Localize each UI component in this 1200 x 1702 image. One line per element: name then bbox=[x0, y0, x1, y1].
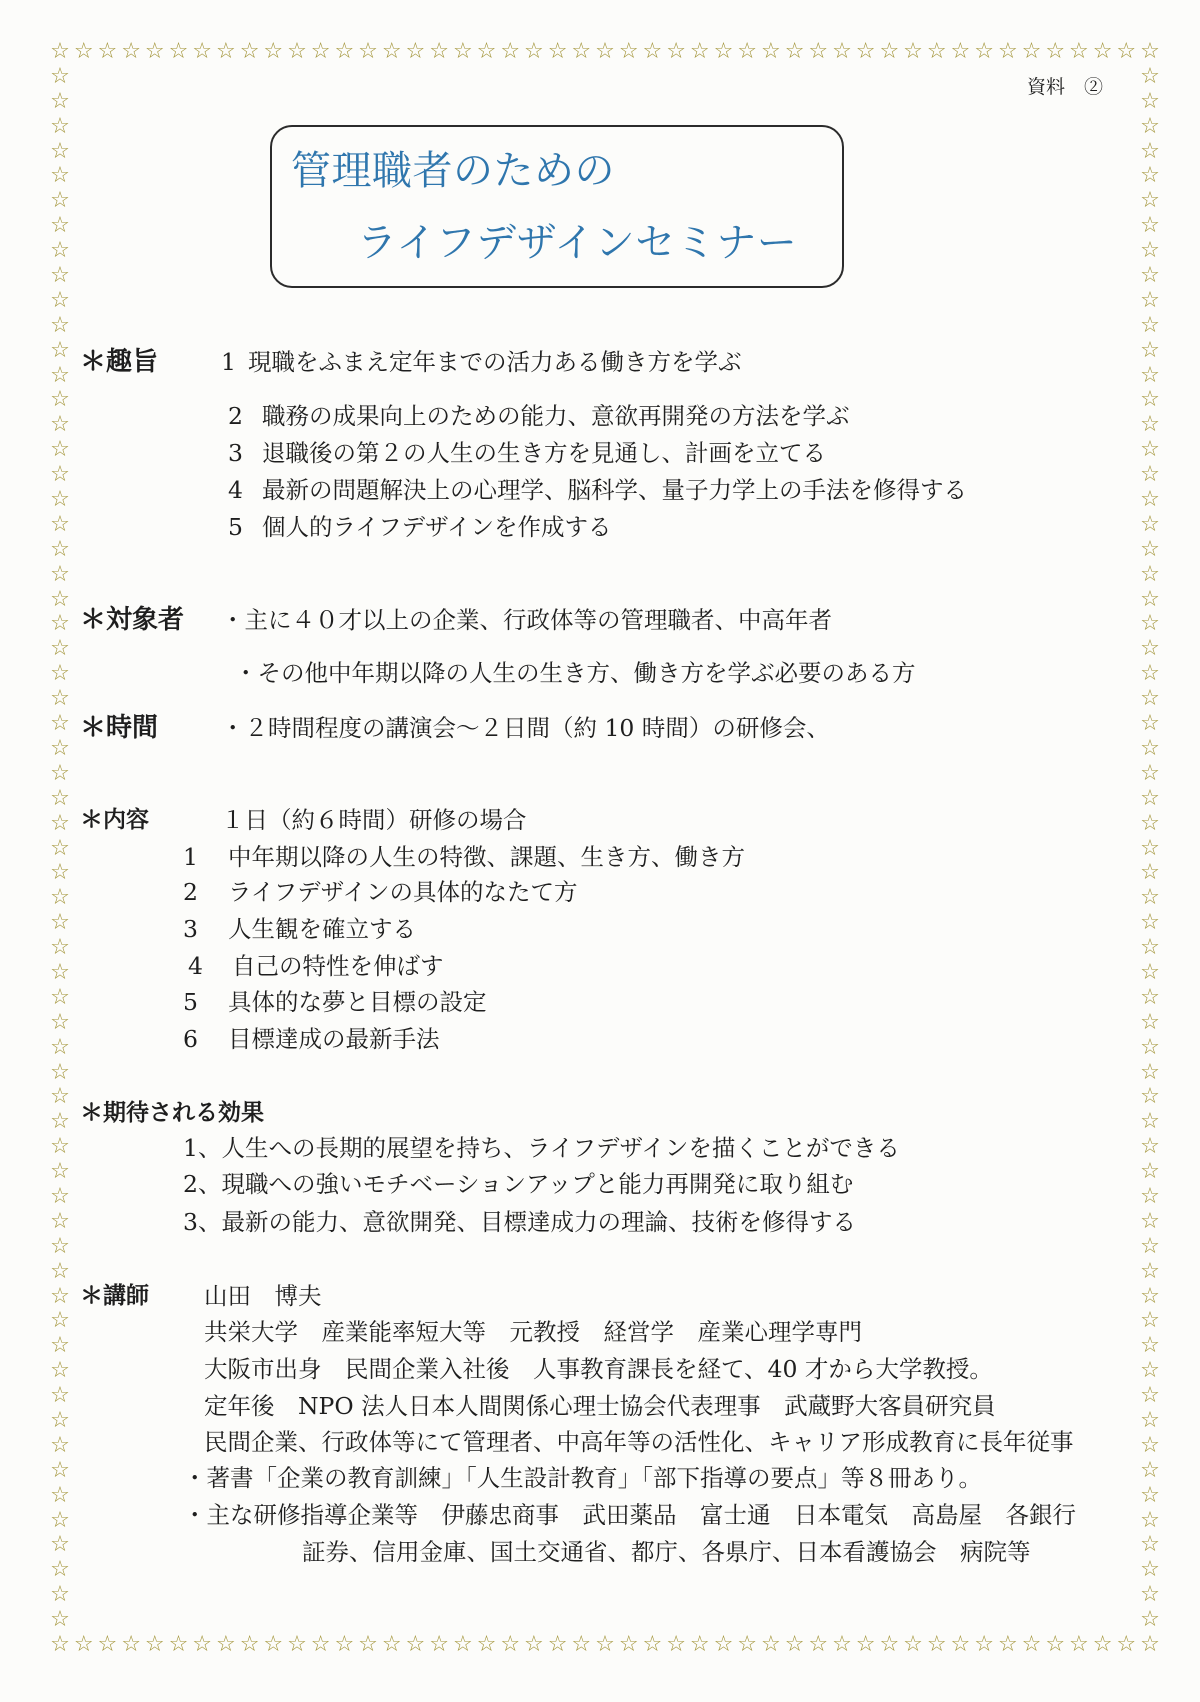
border-star-icon: ☆ bbox=[1140, 1333, 1160, 1359]
border-star-icon: ☆ bbox=[1140, 1258, 1160, 1284]
border-star-icon: ☆ bbox=[168, 39, 189, 64]
border-star-icon: ☆ bbox=[287, 1632, 307, 1657]
border-star-icon: ☆ bbox=[784, 1632, 805, 1657]
border-star-icon: ☆ bbox=[168, 1632, 189, 1657]
border-star-icon: ☆ bbox=[666, 39, 686, 64]
border-star-icon: ☆ bbox=[50, 959, 70, 985]
effects-item: 2、現職への強いモチベーションアップと能力再開発に取り組む bbox=[183, 1170, 854, 1198]
border-star-icon: ☆ bbox=[50, 611, 70, 637]
border-star-icon: ☆ bbox=[50, 935, 70, 961]
border-star-icon: ☆ bbox=[50, 487, 70, 513]
border-star-icon: ☆ bbox=[50, 1432, 70, 1458]
content-item-text: ライフデザインの具体的なたて方 bbox=[228, 878, 578, 906]
border-star-icon: ☆ bbox=[50, 636, 70, 662]
border-star-icon: ☆ bbox=[50, 213, 70, 239]
border-star-icon: ☆ bbox=[50, 1084, 70, 1110]
border-star-icon: ☆ bbox=[1140, 1134, 1160, 1160]
border-star-icon: ☆ bbox=[1140, 1159, 1160, 1185]
border-star-icon: ☆ bbox=[50, 362, 70, 388]
border-star-icon: ☆ bbox=[358, 1632, 378, 1657]
border-star-icon: ☆ bbox=[1140, 959, 1160, 985]
border-star-icon: ☆ bbox=[50, 113, 70, 139]
border-star-icon: ☆ bbox=[452, 1632, 473, 1657]
content-item-number: 3 bbox=[183, 915, 198, 943]
lecturer-profile-line: 民間企業、行政体等にて管理者、中高年等の活性化、キャリア形成教育に長年従事 bbox=[204, 1428, 1074, 1456]
border-star-icon: ☆ bbox=[239, 1632, 260, 1657]
border-star-icon: ☆ bbox=[50, 63, 70, 89]
border-star-icon: ☆ bbox=[1140, 785, 1160, 811]
border-star-icon: ☆ bbox=[1092, 39, 1113, 64]
border-star-icon: ☆ bbox=[1140, 586, 1160, 612]
border-star-icon: ☆ bbox=[1140, 536, 1160, 562]
border-star-icon: ☆ bbox=[1140, 711, 1160, 737]
border-star-icon: ☆ bbox=[1140, 1383, 1160, 1409]
content-item-text: 人生観を確立する bbox=[228, 915, 416, 943]
border-star-icon: ☆ bbox=[50, 1607, 70, 1633]
audience-item: ・その他中年期以降の人生の生き方、働き方を学ぶ必要のある方 bbox=[234, 659, 916, 687]
border-star-icon: ☆ bbox=[855, 1632, 876, 1657]
border-star-icon: ☆ bbox=[215, 39, 236, 64]
lecturer-clients-line: 証券、信用金庫、国土交通省、都庁、各県庁、日本看護協会 病院等 bbox=[302, 1538, 1031, 1566]
border-star-icon: ☆ bbox=[121, 39, 141, 64]
lecturer-heading: ＊講師 bbox=[80, 1282, 149, 1309]
border-star-icon: ☆ bbox=[50, 188, 70, 214]
border-star-icon: ☆ bbox=[1140, 1632, 1160, 1657]
border-star-icon: ☆ bbox=[1140, 1557, 1160, 1583]
border-star-icon: ☆ bbox=[50, 860, 70, 886]
border-star-icon: ☆ bbox=[429, 1632, 449, 1657]
border-star-icon: ☆ bbox=[1140, 1582, 1160, 1608]
border-star-icon: ☆ bbox=[144, 39, 165, 64]
border-star-icon: ☆ bbox=[1069, 1632, 1089, 1657]
border-star-icon: ☆ bbox=[334, 1632, 355, 1657]
border-star-icon: ☆ bbox=[215, 1632, 236, 1657]
border-star-icon: ☆ bbox=[571, 39, 592, 64]
border-star-icon: ☆ bbox=[1140, 39, 1160, 64]
border-star-icon: ☆ bbox=[1140, 686, 1160, 712]
border-star-icon: ☆ bbox=[381, 1632, 402, 1657]
border-star-icon: ☆ bbox=[73, 1632, 94, 1657]
purpose-item-text: 個人的ライフデザインを作成する bbox=[262, 513, 612, 541]
border-star-icon: ☆ bbox=[50, 760, 70, 786]
border-star-icon: ☆ bbox=[334, 39, 355, 64]
border-star-icon: ☆ bbox=[1140, 63, 1160, 89]
border-star-icon: ☆ bbox=[832, 1632, 852, 1657]
border-star-icon: ☆ bbox=[1140, 1507, 1160, 1533]
border-star-icon: ☆ bbox=[713, 39, 734, 64]
border-star-icon: ☆ bbox=[974, 1632, 994, 1657]
border-star-icon: ☆ bbox=[73, 39, 94, 64]
border-star-icon: ☆ bbox=[950, 39, 971, 64]
border-star-icon: ☆ bbox=[926, 39, 947, 64]
border-star-icon: ☆ bbox=[476, 1632, 497, 1657]
border-star-icon: ☆ bbox=[144, 1632, 165, 1657]
border-star-icon: ☆ bbox=[524, 1632, 544, 1657]
title-line-2: ライフデザインセミナー bbox=[357, 220, 798, 266]
border-star-icon: ☆ bbox=[595, 1632, 615, 1657]
border-star-icon: ☆ bbox=[1140, 511, 1160, 537]
border-star-icon: ☆ bbox=[571, 1632, 592, 1657]
border-star-icon: ☆ bbox=[50, 1109, 70, 1135]
lecturer-books: ・著書「企業の教育訓練」「人生設計教育」「部下指導の要点」等８冊あり。 bbox=[183, 1464, 982, 1492]
border-star-icon: ☆ bbox=[50, 1407, 70, 1433]
border-star-icon: ☆ bbox=[50, 263, 70, 289]
border-star-icon: ☆ bbox=[618, 39, 639, 64]
border-star-icon: ☆ bbox=[50, 735, 70, 761]
border-star-icon: ☆ bbox=[50, 536, 70, 562]
border-star-icon: ☆ bbox=[903, 1632, 923, 1657]
border-star-icon: ☆ bbox=[1140, 935, 1160, 961]
border-star-icon: ☆ bbox=[50, 1233, 70, 1259]
border-star-icon: ☆ bbox=[50, 910, 70, 936]
purpose-item-text: 職務の成果向上のための能力、意欲再開発の方法を学ぶ bbox=[262, 402, 850, 430]
border-star-icon: ☆ bbox=[1021, 1632, 1042, 1657]
border-star-icon: ☆ bbox=[1140, 213, 1160, 239]
title-box bbox=[270, 125, 844, 288]
border-star-icon: ☆ bbox=[1140, 1183, 1160, 1209]
border-star-icon: ☆ bbox=[737, 1632, 758, 1657]
border-star-icon: ☆ bbox=[1140, 984, 1160, 1010]
border-star-icon: ☆ bbox=[121, 1632, 141, 1657]
border-star-icon: ☆ bbox=[1140, 412, 1160, 438]
border-star-icon: ☆ bbox=[50, 462, 70, 488]
border-star-icon: ☆ bbox=[1140, 1233, 1160, 1259]
border-star-icon: ☆ bbox=[50, 1258, 70, 1284]
border-star-icon: ☆ bbox=[760, 1632, 781, 1657]
border-star-icon: ☆ bbox=[50, 412, 70, 438]
border-star-icon: ☆ bbox=[381, 39, 402, 64]
border-star-icon: ☆ bbox=[524, 39, 544, 64]
border-star-icon: ☆ bbox=[1140, 263, 1160, 289]
border-star-icon: ☆ bbox=[50, 1482, 70, 1508]
border-star-icon: ☆ bbox=[808, 39, 829, 64]
border-star-icon: ☆ bbox=[50, 39, 70, 64]
border-star-icon: ☆ bbox=[1140, 163, 1160, 189]
border-star-icon: ☆ bbox=[713, 1632, 734, 1657]
border-star-icon: ☆ bbox=[310, 1632, 331, 1657]
border-star-icon: ☆ bbox=[1140, 1084, 1160, 1110]
border-star-icon: ☆ bbox=[263, 39, 284, 64]
border-star-icon: ☆ bbox=[50, 1059, 70, 1085]
border-star-icon: ☆ bbox=[50, 287, 70, 313]
border-star-icon: ☆ bbox=[760, 39, 781, 64]
border-star-icon: ☆ bbox=[1140, 636, 1160, 662]
purpose-item-number: 3 bbox=[228, 439, 243, 467]
border-star-icon: ☆ bbox=[808, 1632, 829, 1657]
border-star-icon: ☆ bbox=[737, 39, 758, 64]
border-star-icon: ☆ bbox=[1140, 1283, 1160, 1309]
border-star-icon: ☆ bbox=[50, 984, 70, 1010]
border-star-icon: ☆ bbox=[50, 561, 70, 587]
border-star-icon: ☆ bbox=[192, 39, 213, 64]
border-star-icon: ☆ bbox=[50, 312, 70, 338]
border-star-icon: ☆ bbox=[642, 1632, 663, 1657]
border-star-icon: ☆ bbox=[666, 1632, 686, 1657]
border-star-icon: ☆ bbox=[1140, 735, 1160, 761]
border-star-icon: ☆ bbox=[1140, 910, 1160, 936]
border-star-icon: ☆ bbox=[50, 1183, 70, 1209]
border-star-icon: ☆ bbox=[50, 238, 70, 264]
border-star-icon: ☆ bbox=[1116, 1632, 1137, 1657]
border-star-icon: ☆ bbox=[1140, 661, 1160, 687]
border-star-icon: ☆ bbox=[1021, 39, 1042, 64]
border-star-icon: ☆ bbox=[1140, 1457, 1160, 1483]
border-star-icon: ☆ bbox=[405, 39, 426, 64]
effects-item: 3、最新の能力、意欲開発、目標達成力の理論、技術を修得する bbox=[183, 1208, 856, 1236]
border-star-icon: ☆ bbox=[1140, 835, 1160, 861]
border-star-icon: ☆ bbox=[50, 1383, 70, 1409]
border-star-icon: ☆ bbox=[263, 1632, 284, 1657]
lecturer-clients-line: ・主な研修指導企業等 伊藤忠商事 武田薬品 富士通 日本電気 高島屋 各銀行 bbox=[183, 1501, 1076, 1529]
border-star-icon: ☆ bbox=[1140, 1407, 1160, 1433]
border-star-icon: ☆ bbox=[1140, 1358, 1160, 1384]
border-star-icon: ☆ bbox=[642, 39, 663, 64]
border-star-icon: ☆ bbox=[1140, 1009, 1160, 1035]
border-star-icon: ☆ bbox=[1140, 1432, 1160, 1458]
border-star-icon: ☆ bbox=[1140, 88, 1160, 114]
border-star-icon: ☆ bbox=[50, 1557, 70, 1583]
content-item-number: 6 bbox=[183, 1025, 198, 1053]
border-star-icon: ☆ bbox=[689, 1632, 710, 1657]
border-star-icon: ☆ bbox=[50, 1582, 70, 1608]
border-star-icon: ☆ bbox=[1140, 437, 1160, 463]
border-star-icon: ☆ bbox=[1140, 1482, 1160, 1508]
border-star-icon: ☆ bbox=[97, 1632, 118, 1657]
content-item-number: 2 bbox=[183, 878, 198, 906]
border-star-icon: ☆ bbox=[50, 1358, 70, 1384]
border-star-icon: ☆ bbox=[1140, 312, 1160, 338]
content-item-number: 4 bbox=[188, 952, 203, 980]
border-star-icon: ☆ bbox=[50, 337, 70, 363]
border-star-icon: ☆ bbox=[689, 39, 710, 64]
border-star-icon: ☆ bbox=[1092, 1632, 1113, 1657]
border-star-icon: ☆ bbox=[50, 1208, 70, 1234]
lecturer-name: 山田 博夫 bbox=[204, 1282, 322, 1310]
border-star-icon: ☆ bbox=[1116, 39, 1137, 64]
border-star-icon: ☆ bbox=[1140, 1532, 1160, 1558]
border-star-icon: ☆ bbox=[50, 1457, 70, 1483]
lecturer-profile-line: 大阪市出身 民間企業入社後 人事教育課長を経て、40 才から大学教授。 bbox=[204, 1355, 993, 1383]
border-star-icon: ☆ bbox=[50, 1009, 70, 1035]
effects-heading: ＊期待される効果 bbox=[80, 1099, 264, 1126]
border-star-icon: ☆ bbox=[950, 1632, 971, 1657]
border-star-icon: ☆ bbox=[1140, 337, 1160, 363]
content-item-text: 自己の特性を伸ばす bbox=[232, 952, 444, 980]
border-star-icon: ☆ bbox=[974, 39, 994, 64]
document-label: 資料 ② bbox=[1027, 76, 1104, 98]
border-star-icon: ☆ bbox=[1140, 611, 1160, 637]
border-star-icon: ☆ bbox=[1045, 39, 1066, 64]
border-star-icon: ☆ bbox=[500, 1632, 521, 1657]
border-star-icon: ☆ bbox=[1045, 1632, 1066, 1657]
title-line-1: 管理職者のための bbox=[291, 148, 615, 194]
audience-item: ・主に４０才以上の企業、行政体等の管理職者、中高年者 bbox=[221, 606, 832, 634]
border-star-icon: ☆ bbox=[358, 39, 378, 64]
lecturer-profile-line: 共栄大学 産業能率短大等 元教授 経営学 産業心理学専門 bbox=[204, 1318, 862, 1346]
border-star-icon: ☆ bbox=[879, 1632, 900, 1657]
border-star-icon: ☆ bbox=[997, 39, 1018, 64]
purpose-item-text: 退職後の第２の人生の生き方を見通し、計画を立てる bbox=[262, 439, 826, 467]
border-star-icon: ☆ bbox=[1140, 760, 1160, 786]
border-star-icon: ☆ bbox=[50, 1034, 70, 1060]
border-star-icon: ☆ bbox=[547, 1632, 568, 1657]
border-star-icon: ☆ bbox=[50, 586, 70, 612]
border-star-icon: ☆ bbox=[1140, 387, 1160, 413]
border-star-icon: ☆ bbox=[1140, 810, 1160, 836]
purpose-heading: ＊趣旨 bbox=[80, 347, 159, 377]
content-heading: ＊内容 bbox=[80, 806, 149, 833]
border-star-icon: ☆ bbox=[50, 437, 70, 463]
border-star-icon: ☆ bbox=[1140, 860, 1160, 886]
border-star-icon: ☆ bbox=[50, 511, 70, 537]
time-text: ・２時間程度の講演会～２日間（約 10 時間）の研修会、 bbox=[221, 714, 830, 742]
content-item-text: 具体的な夢と目標の設定 bbox=[228, 988, 487, 1016]
border-star-icon: ☆ bbox=[1140, 1308, 1160, 1334]
border-star-icon: ☆ bbox=[1140, 138, 1160, 164]
content-item-text: 中年期以降の人生の特徴、課題、生き方、働き方 bbox=[228, 843, 745, 871]
border-star-icon: ☆ bbox=[1140, 238, 1160, 264]
border-star-icon: ☆ bbox=[50, 138, 70, 164]
border-star-icon: ☆ bbox=[1140, 1059, 1160, 1085]
border-star-icon: ☆ bbox=[50, 387, 70, 413]
time-heading: ＊時間 bbox=[80, 713, 159, 743]
border-star-icon: ☆ bbox=[1140, 287, 1160, 313]
border-star-icon: ☆ bbox=[1140, 1109, 1160, 1135]
border-star-icon: ☆ bbox=[855, 39, 876, 64]
border-star-icon: ☆ bbox=[50, 810, 70, 836]
border-star-icon: ☆ bbox=[1140, 1034, 1160, 1060]
border-star-icon: ☆ bbox=[452, 39, 473, 64]
border-star-icon: ☆ bbox=[50, 88, 70, 114]
purpose-item-text: 最新の問題解決上の心理学、脳科学、量子力学上の手法を修得する bbox=[262, 476, 967, 504]
border-star-icon: ☆ bbox=[50, 1532, 70, 1558]
border-star-icon: ☆ bbox=[50, 661, 70, 687]
border-star-icon: ☆ bbox=[50, 1283, 70, 1309]
border-star-icon: ☆ bbox=[50, 163, 70, 189]
border-star-icon: ☆ bbox=[500, 39, 521, 64]
border-star-icon: ☆ bbox=[50, 1159, 70, 1185]
border-star-icon: ☆ bbox=[50, 885, 70, 911]
border-star-icon: ☆ bbox=[1140, 885, 1160, 911]
effects-item: 1、人生への長期的展望を持ち、ライフデザインを描くことができる bbox=[183, 1134, 900, 1162]
border-star-icon: ☆ bbox=[1140, 1607, 1160, 1633]
border-star-icon: ☆ bbox=[50, 1333, 70, 1359]
audience-heading: ＊対象者 bbox=[80, 605, 185, 635]
border-star-icon: ☆ bbox=[476, 39, 497, 64]
border-star-icon: ☆ bbox=[429, 39, 449, 64]
border-star-icon: ☆ bbox=[1140, 362, 1160, 388]
border-star-icon: ☆ bbox=[50, 835, 70, 861]
border-star-icon: ☆ bbox=[97, 39, 118, 64]
content-item-number: 5 bbox=[183, 988, 198, 1016]
purpose-item-number: 5 bbox=[228, 513, 243, 541]
purpose-item-text: 現職をふまえ定年までの活力ある働き方を学ぶ bbox=[248, 348, 742, 376]
border-star-icon: ☆ bbox=[1140, 188, 1160, 214]
border-star-icon: ☆ bbox=[926, 1632, 947, 1657]
border-star-icon: ☆ bbox=[50, 686, 70, 712]
border-star-icon: ☆ bbox=[997, 1632, 1018, 1657]
border-star-icon: ☆ bbox=[1140, 113, 1160, 139]
border-star-icon: ☆ bbox=[618, 1632, 639, 1657]
content-subtitle: １日（約６時間）研修の場合 bbox=[221, 806, 527, 834]
border-star-icon: ☆ bbox=[50, 711, 70, 737]
border-star-icon: ☆ bbox=[192, 1632, 213, 1657]
border-star-icon: ☆ bbox=[595, 39, 615, 64]
purpose-item-number: 4 bbox=[228, 476, 243, 504]
border-star-icon: ☆ bbox=[1069, 39, 1089, 64]
border-star-icon: ☆ bbox=[50, 1134, 70, 1160]
content-item-number: 1 bbox=[183, 843, 198, 871]
border-star-icon: ☆ bbox=[1140, 462, 1160, 488]
border-star-icon: ☆ bbox=[1140, 1208, 1160, 1234]
border-star-icon: ☆ bbox=[832, 39, 852, 64]
border-star-icon: ☆ bbox=[405, 1632, 426, 1657]
border-star-icon: ☆ bbox=[50, 1507, 70, 1533]
content-item-text: 目標達成の最新手法 bbox=[228, 1025, 440, 1053]
lecturer-profile-line: 定年後 NPO 法人日本人間関係心理士協会代表理事 武蔵野大客員研究員 bbox=[204, 1392, 996, 1420]
border-star-icon: ☆ bbox=[50, 1308, 70, 1334]
border-star-icon: ☆ bbox=[1140, 561, 1160, 587]
border-star-icon: ☆ bbox=[547, 39, 568, 64]
border-star-icon: ☆ bbox=[50, 1632, 70, 1657]
purpose-item-number: 1 bbox=[221, 348, 236, 376]
border-star-icon: ☆ bbox=[1140, 487, 1160, 513]
border-star-icon: ☆ bbox=[310, 39, 331, 64]
border-star-icon: ☆ bbox=[239, 39, 260, 64]
border-star-icon: ☆ bbox=[287, 39, 307, 64]
border-star-icon: ☆ bbox=[903, 39, 923, 64]
border-star-icon: ☆ bbox=[50, 785, 70, 811]
purpose-item-number: 2 bbox=[228, 402, 243, 430]
border-star-icon: ☆ bbox=[784, 39, 805, 64]
border-star-icon: ☆ bbox=[879, 39, 900, 64]
